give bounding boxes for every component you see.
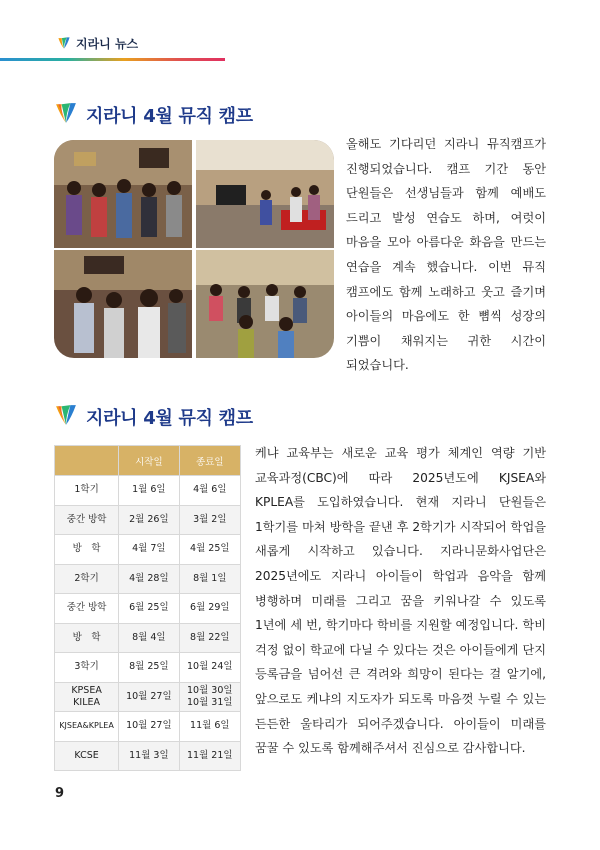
- school-schedule-table: [54, 445, 241, 771]
- table-cell: 11월 21일: [179, 741, 240, 771]
- table-row: [55, 653, 241, 683]
- table-cell: 11월 3일: [119, 741, 179, 771]
- table-header-cell: [55, 446, 119, 476]
- section-logo-icon: [55, 404, 77, 426]
- table-row: [55, 682, 241, 712]
- table-cell: 2월 26일: [119, 505, 179, 535]
- table-row: [55, 476, 241, 506]
- section2-title: 지라니 4월 뮤직 캠프: [86, 408, 253, 429]
- table-row: [55, 535, 241, 565]
- table-cell: 방 학: [55, 623, 119, 653]
- table-row: [55, 505, 241, 535]
- table-cell: 4월 6일: [179, 476, 240, 506]
- page-number: 9: [55, 786, 65, 801]
- table-cell: 중간 방학: [55, 594, 119, 624]
- header-divider: [0, 58, 225, 61]
- table-header-cell: 종료일: [179, 446, 240, 476]
- section1-title: 지라니 4월 뮤직 캠프: [86, 106, 253, 127]
- table-cell: 11월 6일: [179, 712, 240, 742]
- camp-photo-3: [54, 250, 192, 358]
- camp-photo-1: [54, 140, 192, 248]
- table-cell: KCSE: [55, 741, 119, 771]
- table-cell: 6월 25일: [119, 594, 179, 624]
- table-row: [55, 564, 241, 594]
- table-cell: 4월 25일: [179, 535, 240, 565]
- table-cell: 중간 방학: [55, 505, 119, 535]
- section1-body: 올해도 기다리던 지라니 뮤직캠프가 진행되었습니다. 캠프 기간 동안 단원들은 선생님들과 함께 예배도 드리고 발성 연습도 하며, 여럿이 마음을 모아 아름다운 화음을 만드는 연습을 계속 했습니다. 이번 뮤직 캠프에도 함께 노래하고 웃고 즐기며 아이들의 마음에도 한 뼘씩 성장의 기쁨이 채워지는 귀한 시간이 되었습니다.: [346, 137, 546, 373]
- table-cell: 10월 24일: [179, 653, 240, 683]
- table-cell: 10월 27일: [119, 712, 179, 742]
- table-cell: KPSEA KILEA: [55, 682, 119, 712]
- section-logo-icon: [55, 102, 77, 124]
- table-cell: 8월 4일: [119, 623, 179, 653]
- table-cell: 6월 29일: [179, 594, 240, 624]
- jirani-logo-icon: [57, 36, 71, 50]
- camp-photo-4: [196, 250, 334, 358]
- header-title: 지라니 뉴스: [76, 37, 139, 51]
- table-cell: 10월 27일: [119, 682, 179, 712]
- table-row: [55, 623, 241, 653]
- table-row: [55, 594, 241, 624]
- table-cell: 방 학: [55, 535, 119, 565]
- table-cell: 1월 6일: [119, 476, 179, 506]
- camp-photo-2: [196, 140, 334, 248]
- table-cell: 2학기: [55, 564, 119, 594]
- table-cell: 4월 28일: [119, 564, 179, 594]
- table-cell: KJSEA&KPLEA: [55, 712, 119, 742]
- table-cell: 10월 30일 10월 31일: [179, 682, 240, 712]
- table-cell: 8월 25일: [119, 653, 179, 683]
- section2-body: 케냐 교육부는 새로운 교육 평가 체계인 역량 기반 교육과정(CBC)에 따라 2025년도에 KJSEA와 KPLEA를 도입하였습니다. 현재 지라니 단원들은 1학기를 마쳐 방학을 끝낸 후 2학기가 시작되어 학업을 새롭게 시작하고 있습니다. 지라니문화사업단은 2025년에도 지라니 아이들이 학업과 음악을 함께 병행하며 미래를 그리고 꿈을 키워나갈 수 있도록 1년에 세 번, 학기마다 학비를 지원할 예정입니다. 학비 걱정 없이 학교에 다닐 수 있다는 것은 아이들에게 단지 등록금을 넘어선 큰 격려와 희망이 된다는 걸 알기에, 앞으로도 케냐의 지도자가 되도록 마음껏 누릴 수 있는 든든한 울타리가 되어주겠습니다. 아이들이 미래를 꿈꿀 수 있도록 함께해주셔서 진심으로 감사합니다.: [255, 446, 546, 756]
- music-camp-photo-collage: [54, 140, 334, 358]
- table-header-cell: 시작일: [119, 446, 179, 476]
- table-cell: 3학기: [55, 653, 119, 683]
- table-row: [55, 712, 241, 742]
- table-row: [55, 741, 241, 771]
- table-cell: 1학기: [55, 476, 119, 506]
- table-header-row: [55, 446, 241, 476]
- table-cell: 3월 2일: [179, 505, 240, 535]
- table-cell: 8월 22일: [179, 623, 240, 653]
- table-cell: 8월 1일: [179, 564, 240, 594]
- table-cell: 4월 7일: [119, 535, 179, 565]
